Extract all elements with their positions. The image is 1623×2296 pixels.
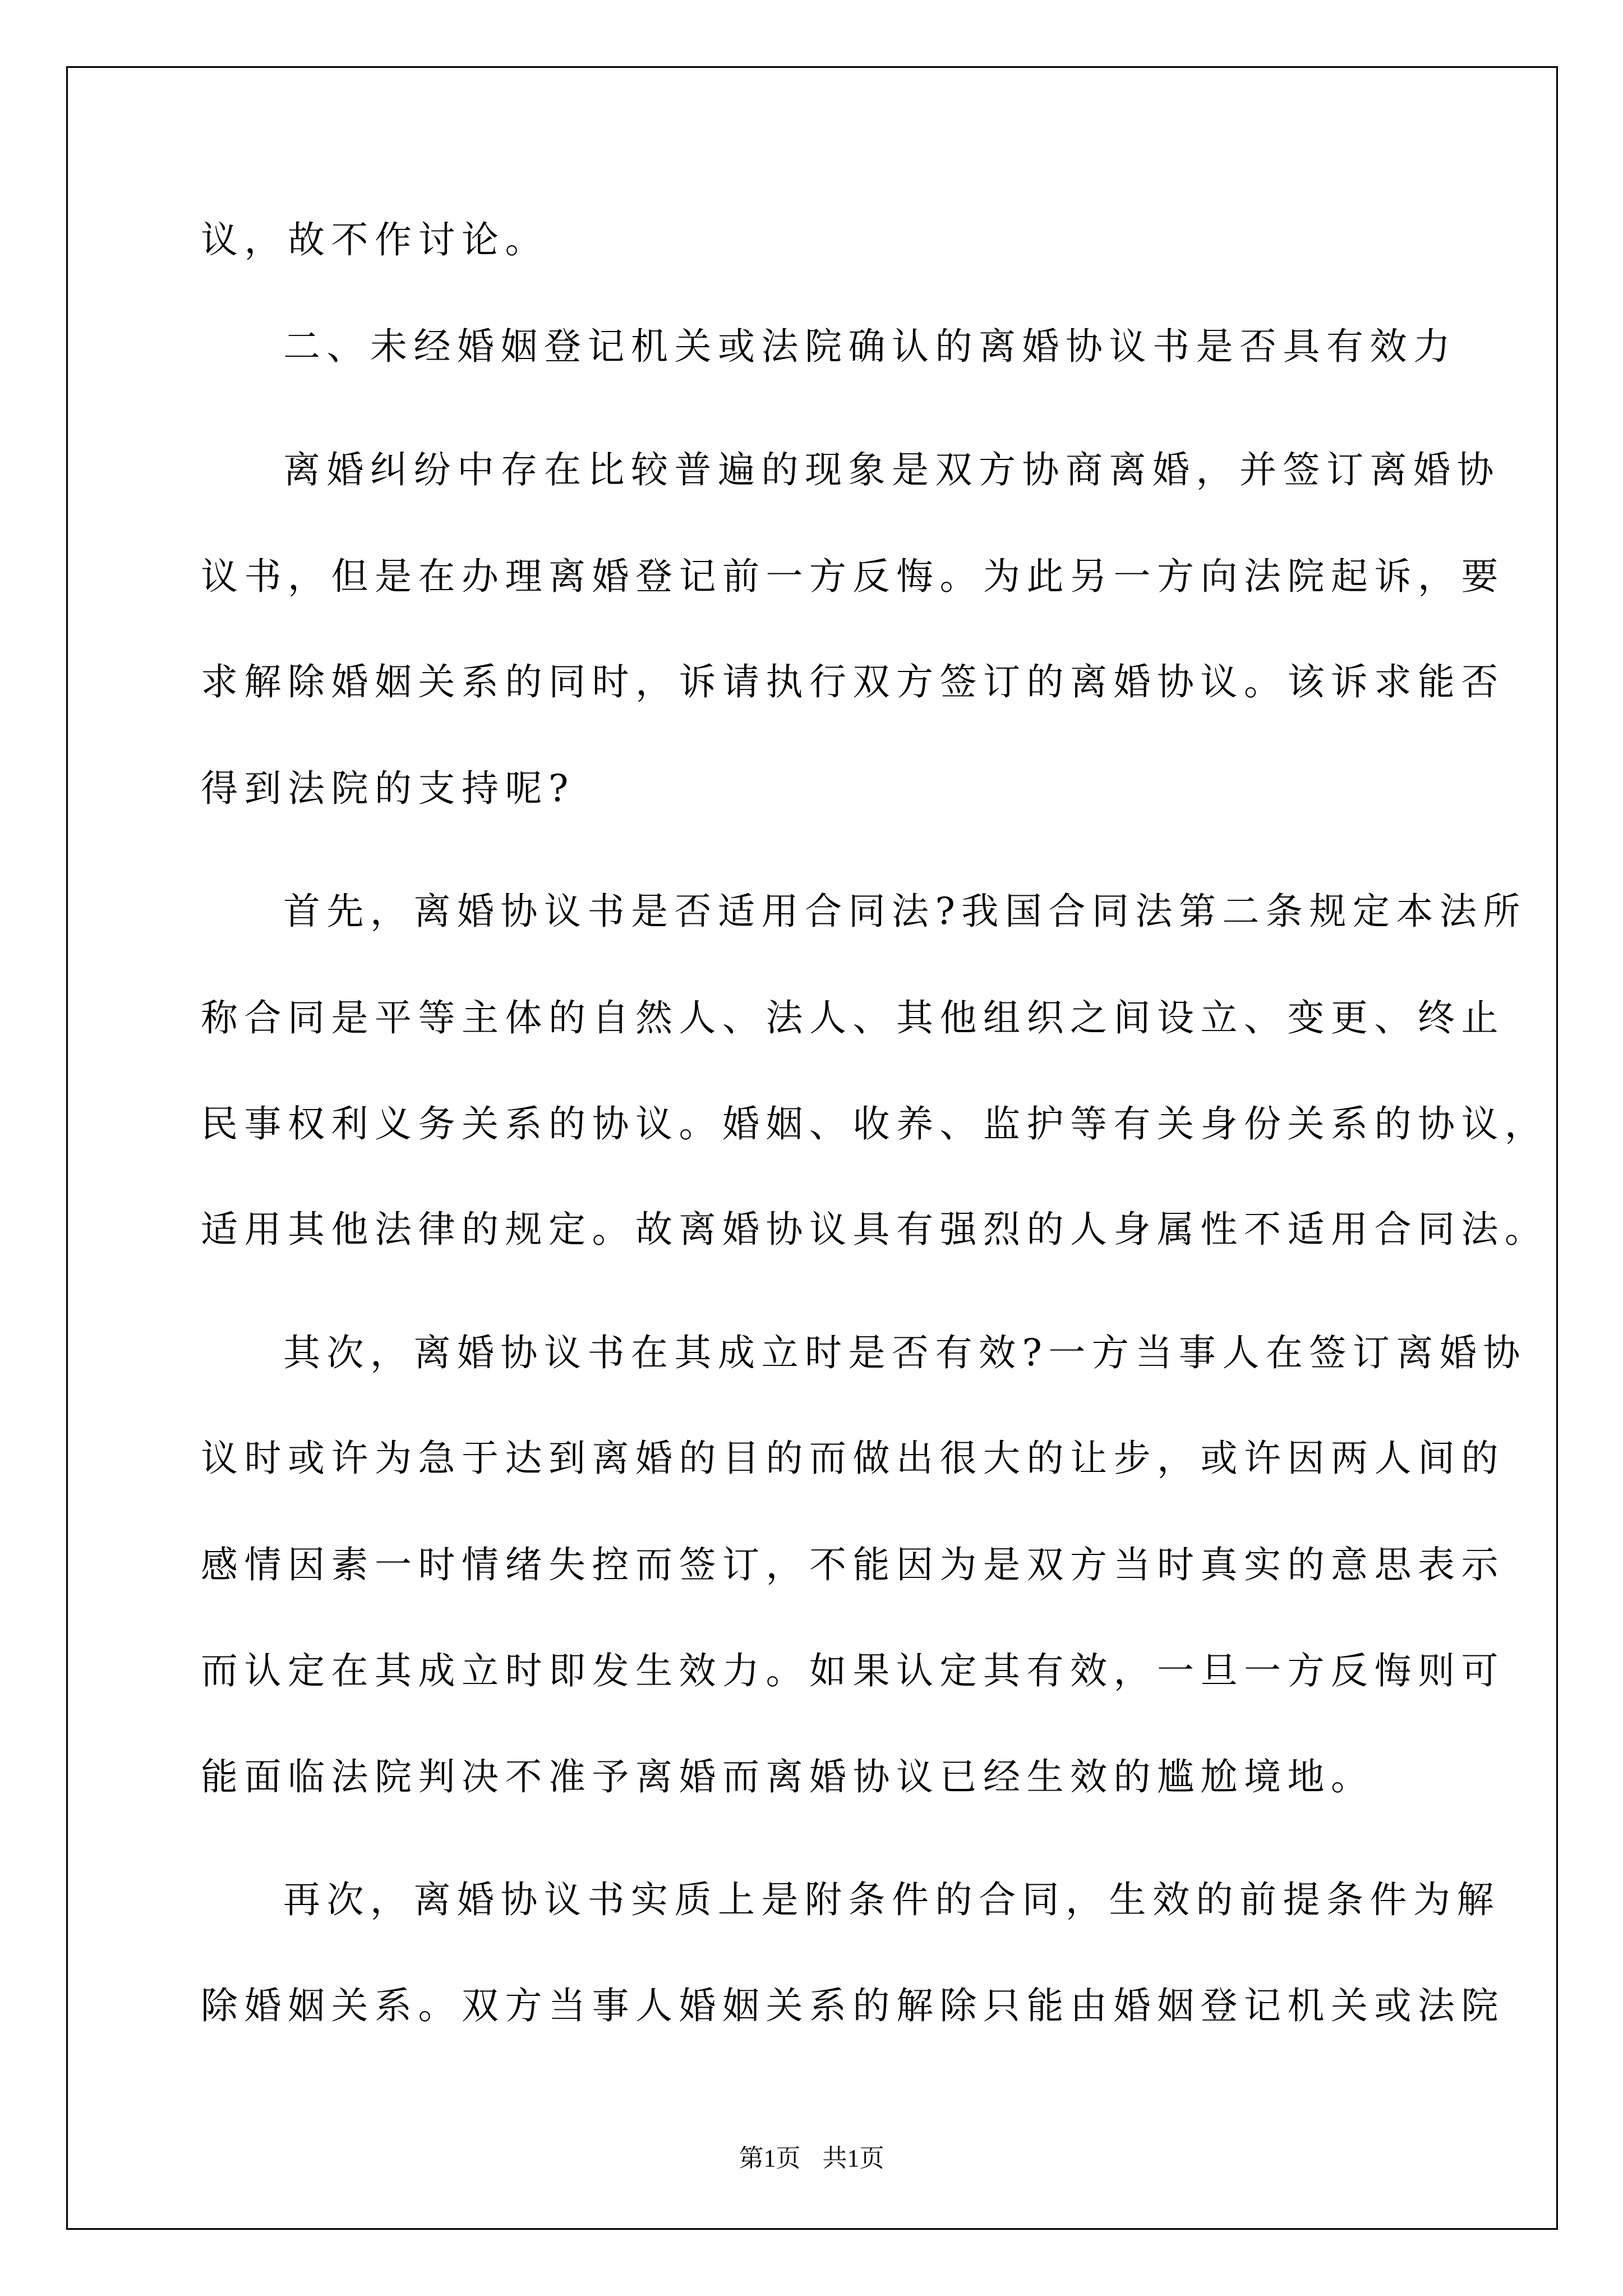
text-line: 而认定在其成立时即发生效力。如果认定其有效，一旦一方反悔则可	[201, 1649, 1505, 1692]
text-line: 民事权利义务关系的协议。婚姻、收养、监护等有关身份关系的协议，	[201, 1102, 1548, 1145]
text-line: 议，故不作讨论。	[201, 218, 548, 261]
text-line: 除婚姻关系。双方当事人婚姻关系的解除只能由婚姻登记机关或法院	[201, 1984, 1505, 2027]
text-line: 能面临法院判决不准予离婚而离婚协议已经生效的尴尬境地。	[201, 1755, 1375, 1798]
text-line: 适用其他法律的规定。故离婚协议具有强烈的人身属性不适用合同法。	[201, 1208, 1548, 1251]
text-line: 感情因素一时情绪失控而签订，不能因为是双方当时真实的意思表示	[201, 1543, 1505, 1586]
text-line: 议时或许为急于达到离婚的目的而做出很大的让步，或许因两人间的	[201, 1437, 1505, 1480]
section-heading: 二、未经婚姻登记机关或法院确认的离婚协议书是否具有效力	[283, 325, 1457, 368]
text-line: 首先，离婚协议书是否适用合同法?我国合同法第二条规定本法所	[283, 890, 1527, 933]
text-line: 其次，离婚协议书在其成立时是否有效?一方当事人在签订离婚协	[283, 1331, 1527, 1374]
text-line: 再次，离婚协议书实质上是附条件的合同，生效的前提条件为解	[283, 1878, 1500, 1921]
page-number: 第1页	[739, 2145, 801, 2172]
page-total: 共1页	[822, 2145, 884, 2172]
text-line: 离婚纠纷中存在比较普遍的现象是双方协商离婚，并签订离婚协	[283, 448, 1500, 491]
text-line: 求解除婚姻关系的同时，诉请执行双方签订的离婚协议。该诉求能否	[201, 660, 1505, 703]
text-line: 称合同是平等主体的自然人、法人、其他组织之间设立、变更、终止	[201, 996, 1505, 1039]
text-line: 议书，但是在办理离婚登记前一方反悔。为此另一方向法院起诉，要	[201, 555, 1505, 598]
page-footer	[0, 2145, 1623, 2173]
text-line: 得到法院的支持呢?	[201, 767, 575, 810]
